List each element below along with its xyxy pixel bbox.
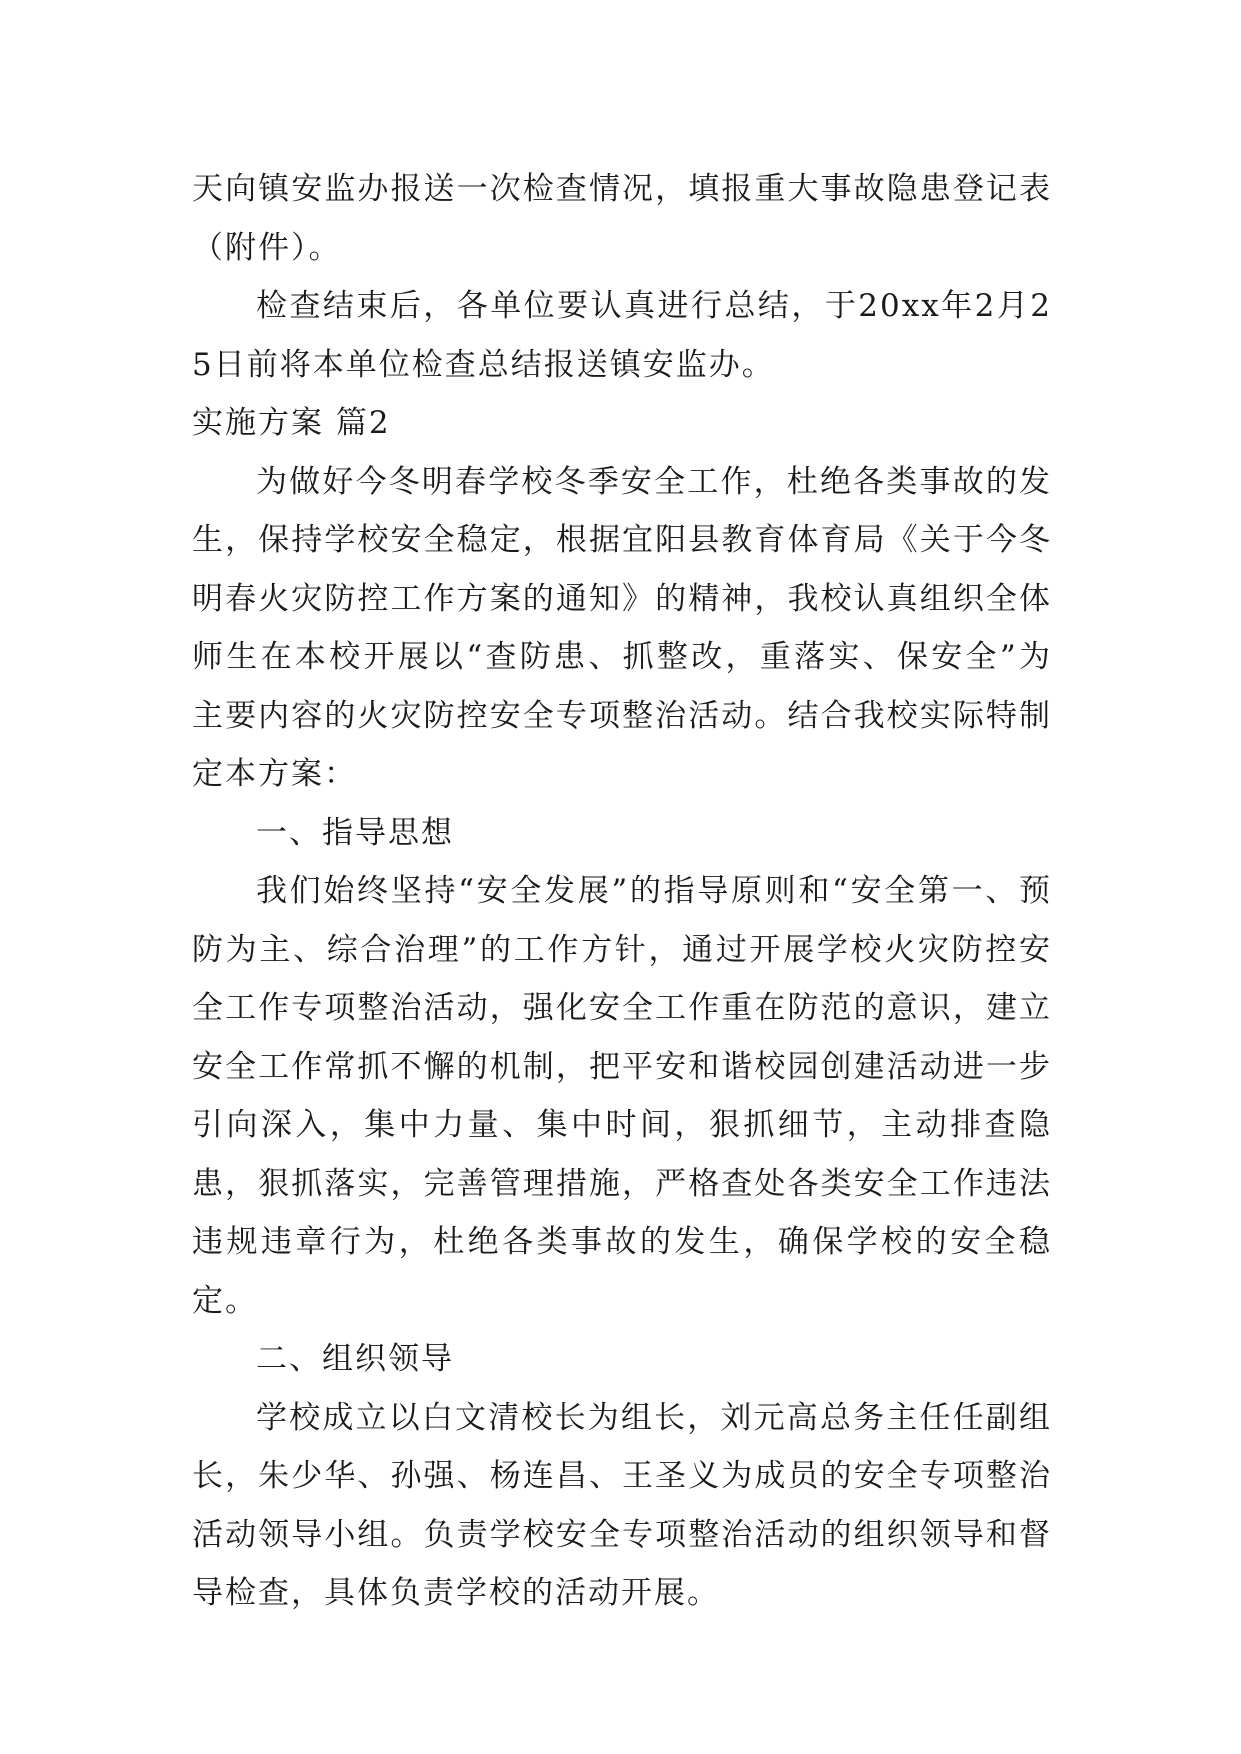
subheading-guiding-ideology: 一、指导思想 xyxy=(256,814,454,851)
paragraph-inspection-report: 天向镇安监办报送一次检查情况，填报重大事故隐患登记表（附件）。 xyxy=(192,171,1052,266)
paragraph-organization: 学校成立以白文清校长为组长，刘元高总务主任任副组长，朱少华、孙强、杨连昌、王圣义为成员的安全专项整治活动领导小组。负责学校安全专项整治活动的组织领导和督导检查，具体负责学校的活动开展。 xyxy=(192,1399,1052,1611)
paragraph-intro: 为做好今冬明春学校冬季安全工作，杜绝各类事故的发生，保持学校安全稳定，根据宜阳县教育体育局《关于今冬明春火灾防控工作方案的通知》的精神，我校认真组织全体师生在本校开展以“查防患、抓整改，重落实、保安全”为主要内容的火灾防控安全专项整治活动。结合我校实际特制定本方案： xyxy=(192,463,1052,792)
subheading-organization: 二、组织领导 xyxy=(256,1341,454,1377)
document-body xyxy=(192,160,1052,1623)
paragraph-guiding-ideology: 我们始终坚持“安全发展”的指导原则和“安全第一、预防为主、综合治理”的工作方针，通过开展学校火灾防控安全工作专项整治活动，强化安全工作重在防范的意识，建立安全工作常抓不懈的机制，把平安和谐校园创建活动进一步引向深入，集中力量、集中时间，狠抓细节，主动排查隐患，狠抓落实，完善管理措施，严格查处各类安全工作违法违规违章行为，杜绝各类事故的发生，确保学校的安全稳定。 xyxy=(192,873,1052,1319)
section-heading: 实施方案 篇2 xyxy=(192,405,391,441)
paragraph-inspection-summary: 检查结束后，各单位要认真进行总结，于20xx年2月25日前将本单位检查总结报送镇安监办。 xyxy=(192,288,1052,383)
